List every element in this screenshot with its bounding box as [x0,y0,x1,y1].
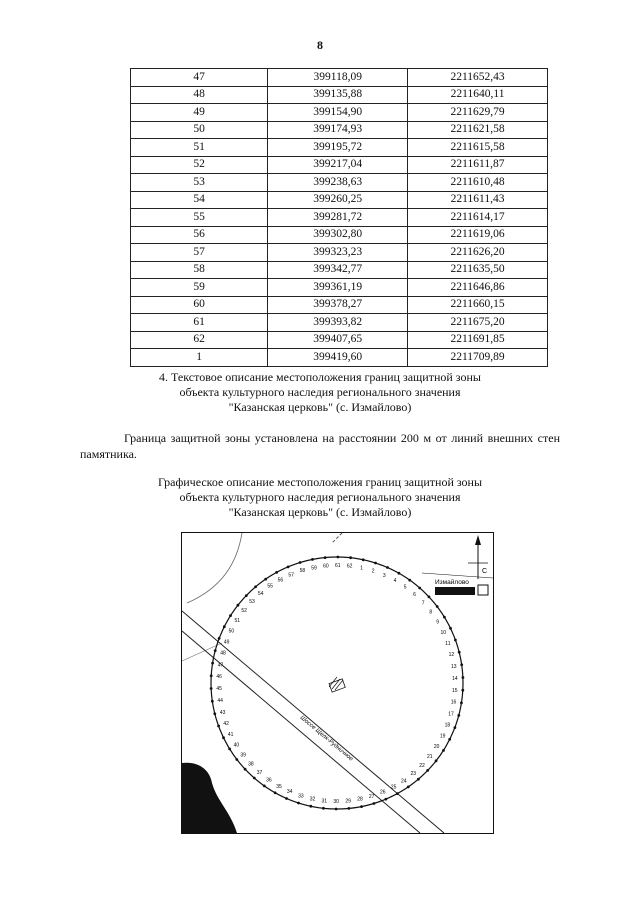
boundary-point-label: 31 [321,798,328,805]
y-coordinate-cell: 2211646,86 [408,279,548,297]
map-field-line [182,643,222,661]
boundary-point [407,786,410,789]
boundary-point-label: 21 [427,753,433,760]
point-number-cell: 58 [131,261,268,279]
x-coordinate-cell: 399135,88 [268,86,408,104]
boundary-point-label: 59 [311,565,317,572]
y-coordinate-cell: 2211660,15 [408,296,548,314]
boundary-point-label: 55 [267,583,273,590]
boundary-point-label: 12 [448,652,455,659]
boundary-point [217,725,220,728]
boundary-point-label: 20 [433,744,440,751]
x-coordinate-cell: 399217,04 [268,156,408,174]
boundary-point [245,594,248,597]
table-row [131,121,548,139]
boundary-point-label: 49 [223,639,230,646]
section-4-title-line1: 4. Текстовое описание местоположения границ защитной зоны [159,370,481,384]
page-number: 8 [317,38,323,52]
boundary-point [235,758,238,761]
boundary-point [386,566,389,569]
table-row [131,331,548,349]
boundary-point-label: 36 [266,777,272,784]
point-number-cell: 52 [131,156,268,174]
table-row [131,191,548,209]
village-label: Измайлово [435,579,469,586]
x-coordinate-cell: 399260,25 [268,191,408,209]
boundary-point [461,689,464,692]
boundary-point-label: 5 [403,584,407,591]
x-coordinate-cell: 399361,19 [268,279,408,297]
table-row [131,349,548,367]
boundary-point [373,802,376,805]
boundary-point [418,587,421,590]
graphic-title-line2: объекта культурного наследия регионального значения [179,490,461,504]
boundary-point-label: 35 [276,783,282,790]
boundary-point-label: 43 [219,709,226,716]
y-coordinate-cell: 2211614,17 [408,209,548,227]
boundary-point [408,579,411,582]
boundary-point [210,674,213,677]
boundary-point-label: 6 [413,592,416,598]
point-number-cell: 50 [131,121,268,139]
boundary-point [442,749,445,752]
boundary-point [385,798,388,801]
y-coordinate-cell: 2211691,85 [408,331,548,349]
boundary-point-label: 7 [421,600,425,607]
point-number-cell: 62 [131,331,268,349]
y-coordinate-cell: 2211611,87 [408,156,548,174]
boundary-point-label: 50 [228,628,235,635]
boundary-point-label: 33 [298,793,304,800]
boundary-point-label: 11 [445,640,451,647]
x-coordinate-cell: 399238,63 [268,174,408,192]
table-row [131,296,548,314]
boundary-point [274,791,277,794]
boundary-point-label: 28 [357,796,363,803]
x-coordinate-cell: 399154,90 [268,104,408,122]
boundary-point [311,558,314,561]
boundary-point-label: 24 [401,778,407,785]
boundary-point [435,759,438,762]
point-number-cell: 54 [131,191,268,209]
table-row [131,226,548,244]
boundary-point-label: 3 [382,572,386,579]
point-number-cell: 55 [131,209,268,227]
boundary-text: Граница защитной зоны установлена на расстоянии 200 м от линий внешних стен памятника. [80,431,560,461]
boundary-point [214,649,217,652]
boundary-point-label: 54 [257,590,264,597]
boundary-point [458,651,461,654]
boundary-point [349,556,352,559]
protection-zone-map [181,532,494,834]
boundary-point-label: 9 [436,619,439,626]
boundary-point [428,595,431,598]
boundary-point-label: 22 [419,762,425,769]
boundary-point-label: 16 [450,699,457,706]
boundary-point [417,778,420,781]
boundary-point-label: 40 [233,742,240,749]
boundary-point [322,807,325,810]
x-coordinate-cell: 399302,80 [268,226,408,244]
boundary-point [443,616,446,619]
point-number-cell: 61 [131,314,268,332]
point-number-cell: 48 [131,86,268,104]
boundary-description [80,430,560,462]
point-number-cell: 47 [131,69,268,87]
table-row [131,104,548,122]
table-row [131,261,548,279]
north-label: С [482,568,488,575]
boundary-point [211,662,214,665]
graphic-section-title [80,475,560,520]
boundary-point-label: 60 [323,563,329,570]
y-coordinate-cell: 2211629,79 [408,104,548,122]
boundary-point-label: 61 [335,563,341,569]
x-coordinate-cell: 399342,77 [268,261,408,279]
table-row [131,244,548,262]
boundary-point [229,614,232,617]
boundary-point [457,714,460,717]
boundary-point-label: 2 [371,568,375,575]
boundary-point [237,604,240,607]
boundary-point-label: 62 [346,563,353,570]
y-coordinate-cell: 2211621,58 [408,121,548,139]
section-4-title-line3: "Казанская церковь" (с. Измайлово) [228,400,412,414]
boundary-point [362,558,365,561]
graphic-title-line3: "Казанская церковь" (с. Измайлово) [228,505,412,519]
boundary-point-label: 30 [333,799,339,805]
boundary-point-label: 29 [345,798,351,805]
y-coordinate-cell: 2211640,11 [408,86,548,104]
boundary-point-label: 56 [277,577,284,584]
point-number-cell: 57 [131,244,268,262]
x-coordinate-cell: 399323,23 [268,244,408,262]
boundary-point-label: 23 [410,771,417,778]
boundary-point-label: 46 [216,674,222,681]
boundary-point-label: 38 [248,761,254,768]
boundary-point-label: 57 [288,572,294,579]
boundary-point-label: 39 [240,752,246,759]
boundary-point-label: 1 [360,565,363,572]
boundary-point-label: 4 [393,578,397,585]
boundary-point-label: 14 [452,675,458,682]
boundary-point [335,808,338,811]
map-field-boundary [187,533,242,603]
boundary-point [348,807,351,810]
boundary-point [263,785,266,788]
point-number-cell: 49 [131,104,268,122]
boundary-point [462,676,465,679]
boundary-point-label: 15 [452,687,458,694]
boundary-point [228,748,231,751]
boundary-point [449,627,452,630]
table-row [131,86,548,104]
boundary-point [448,738,451,741]
boundary-point-label: 10 [440,629,447,636]
point-number-cell: 51 [131,139,268,157]
y-coordinate-cell: 2211611,43 [408,191,548,209]
y-coordinate-cell: 2211675,20 [408,314,548,332]
table-row [131,174,548,192]
x-coordinate-cell: 399281,72 [268,209,408,227]
boundary-point-label: 41 [227,732,234,739]
boundary-point-label: 45 [216,686,222,693]
table-row [131,279,548,297]
y-coordinate-cell: 2211615,58 [408,139,548,157]
boundary-point [254,585,257,588]
boundary-point-label: 52 [241,608,247,615]
boundary-point [297,802,300,805]
church-hatch [329,677,345,692]
boundary-point [436,605,439,608]
boundary-point [222,736,225,739]
boundary-point-label: 42 [223,721,229,728]
boundary-point [396,792,399,795]
boundary-point-label: 19 [439,733,446,740]
point-number-cell: 53 [131,174,268,192]
boundary-point [299,561,302,564]
boundary-point [454,639,457,642]
map-building-outline [478,585,488,595]
x-coordinate-cell: 399118,09 [268,69,408,87]
point-number-cell: 1 [131,349,268,367]
boundary-point [398,572,401,575]
boundary-point [210,687,213,690]
boundary-point [309,805,312,808]
boundary-point-label: 17 [448,711,454,718]
map-water-body [182,763,237,833]
x-coordinate-cell: 399393,82 [268,314,408,332]
table-row [131,69,548,87]
boundary-point [454,726,457,729]
boundary-point [460,663,463,666]
boundary-point-label: 47 [217,662,224,669]
y-coordinate-cell: 2211709,89 [408,349,548,367]
section-4-title-line2: объекта культурного наследия регионального значения [179,385,461,399]
y-coordinate-cell: 2211635,50 [408,261,548,279]
boundary-point [223,625,226,628]
table-row [131,209,548,227]
boundary-point-label: 8 [429,609,433,616]
boundary-point [426,769,429,772]
boundary-point [218,637,221,640]
boundary-point [324,556,327,559]
boundary-point [360,805,363,808]
boundary-point-label: 44 [217,698,223,705]
boundary-point [253,777,256,780]
map-canvas [182,533,493,833]
graphic-title-line1: Графическое описание местоположения границ защитной зоны [157,475,483,489]
boundary-point [275,571,278,574]
boundary-point-label: 26 [380,789,386,796]
boundary-point-label: 27 [368,793,375,800]
point-number-cell: 60 [131,296,268,314]
boundary-point-label: 53 [249,599,255,606]
x-coordinate-cell: 399378,27 [268,296,408,314]
map-building [435,587,475,595]
boundary-point [287,566,290,569]
boundary-point-label: 58 [299,568,306,575]
y-coordinate-cell: 2211652,43 [408,69,548,87]
boundary-point [460,702,463,705]
boundary-point-label: 25 [390,784,397,791]
table-row [131,156,548,174]
boundary-point-label: 18 [444,722,451,729]
table-row [131,139,548,157]
boundary-point-label: 48 [220,650,226,657]
map-dashed-line [332,533,342,543]
boundary-point [337,556,340,559]
point-number-cell: 56 [131,226,268,244]
section-4-title [80,370,560,415]
boundary-point [244,768,247,771]
boundary-point-label: 32 [309,796,316,803]
x-coordinate-cell: 399174,93 [268,121,408,139]
y-coordinate-cell: 2211610,48 [408,174,548,192]
x-coordinate-cell: 399419,60 [268,349,408,367]
boundary-point [211,700,214,703]
coordinates-table [130,68,548,367]
boundary-point-label: 13 [451,663,457,670]
x-coordinate-cell: 399407,65 [268,331,408,349]
x-coordinate-cell: 399195,72 [268,139,408,157]
boundary-point-label: 34 [286,789,293,796]
y-coordinate-cell: 2211619,06 [408,226,548,244]
point-number-cell: 59 [131,279,268,297]
y-coordinate-cell: 2211626,20 [408,244,548,262]
boundary-point-label: 51 [234,617,241,624]
boundary-point-label: 37 [256,770,263,776]
boundary-point [374,562,377,565]
boundary-point [213,712,216,715]
table-row [131,314,548,332]
boundary-point [285,797,288,800]
boundary-point [264,578,267,581]
road-label: Шоссе Щелк-Рудничное [298,714,354,763]
